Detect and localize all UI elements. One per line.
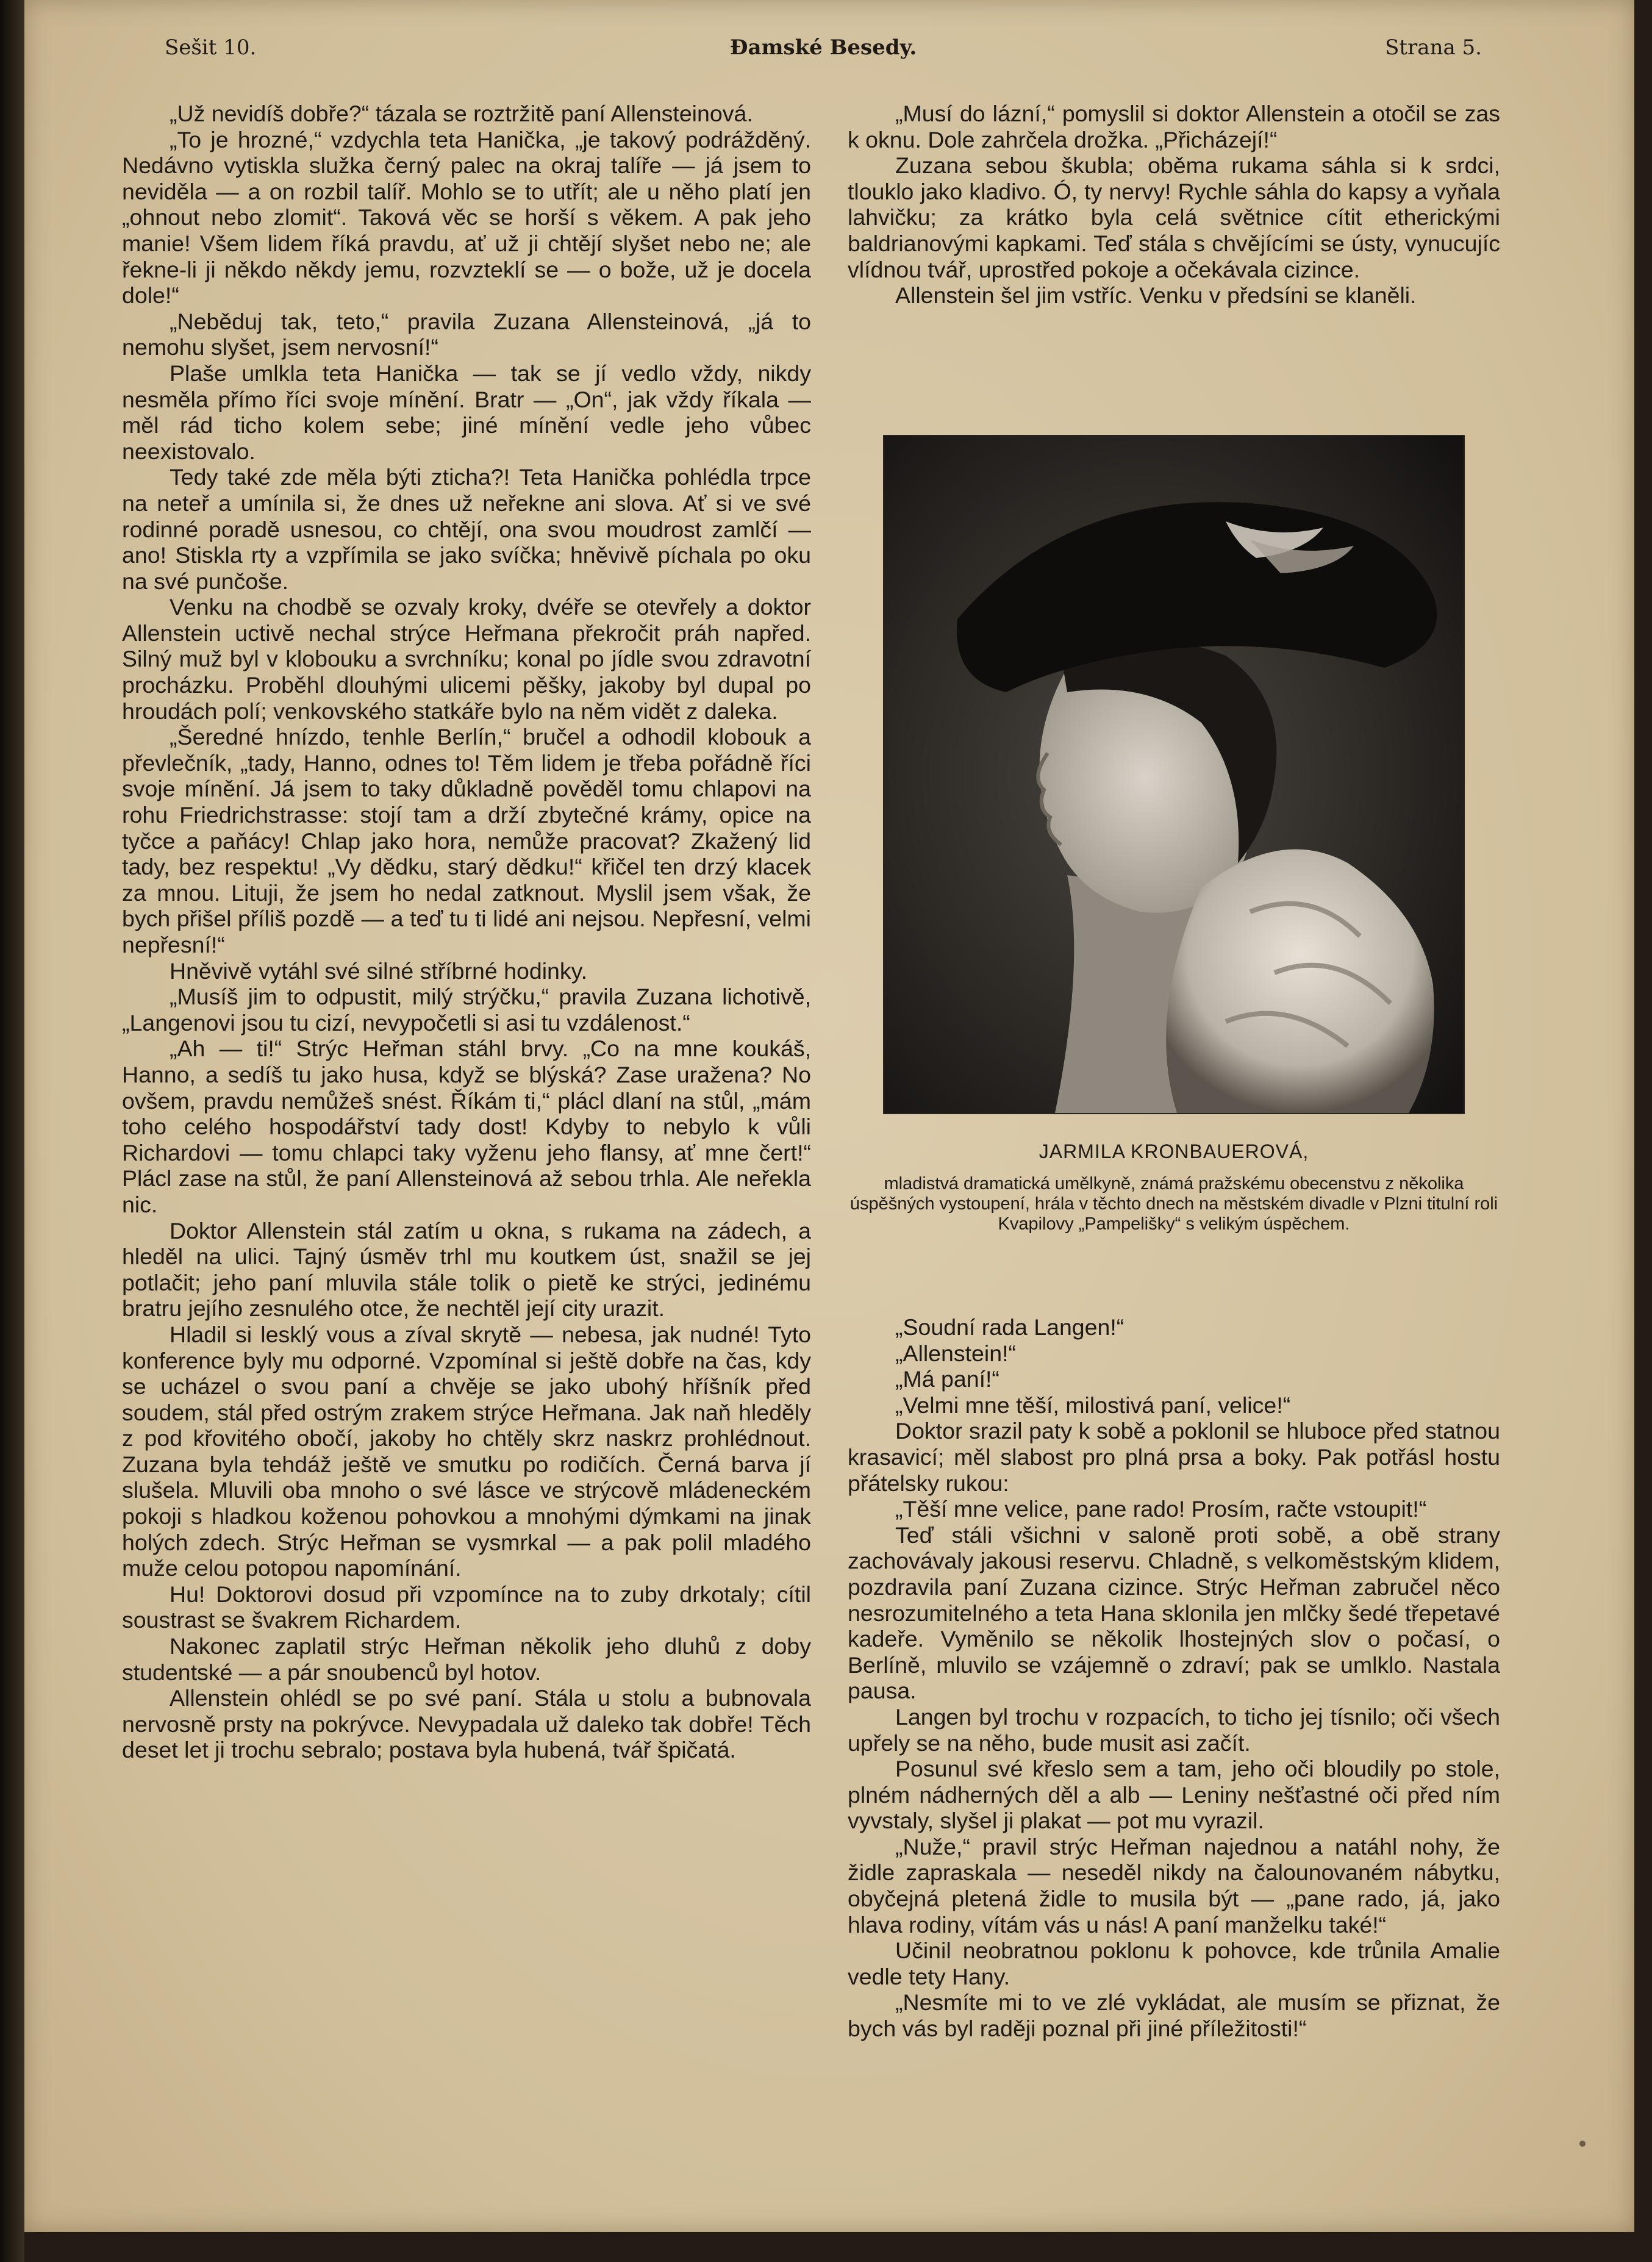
page-number: Strana 5. <box>1385 35 1482 60</box>
paragraph: Tedy také zde měla býti zticha?! Teta Hanička pohlédla trpce na neteř a umínila si, že dnes už neřekne ani slova. Ať si ve své rodinné poradě usnesou, co chtějí, ona svou moudrost zamlčí — ano! Stiskla rty a vzpřímila se jako svíčka; hněvivě píchala po oku na své punčoše. <box>122 464 811 594</box>
paragraph: „Ah — ti!“ Strýc Heřman stáhl brvy. „Co na mne koukáš, Hanno, a sedíš tu jako husa, když se blýská? Zase uražena? No ovšem, pravdu nemůžeš snést. Říkám ti,“ plácl dlaní na stůl, „mám toho celého hospodářství tady dost! Kdyby to nebylo k vůli Richardovi — tomu chlapci taky vyženu jeho flansy, ať mne čert!“ Plácl zase na stůl, že paní Allensteinová až sebou trhla. Ale neřekla nic. <box>122 1036 811 1217</box>
paragraph: Doktor srazil paty k sobě a poklonil se hluboce před statnou krasavicí; měl slabost pro plná prsa a boky. Pak potřásl hostu přátelsky rukou: <box>848 1418 1500 1496</box>
paragraph: „Velmi mne těší, milostivá paní, velice!“ <box>895 1392 1291 1418</box>
paragraph: „Má paní!“ <box>895 1366 999 1392</box>
paragraph: „Allenstein!“ <box>895 1340 1016 1366</box>
paragraph: Plaše umlkla teta Hanička — tak se jí vedlo vždy, nikdy nesměla přímo říci svoje mínění. Bratr — „On“, jak vždy říkala — měl rád ticho kolem sebe; jiné mínění vedle jeho vůbec neexistovalo. <box>122 360 811 464</box>
left-column <box>122 101 811 1763</box>
paragraph: Hladil si lesklý vous a zíval skrytě — nebesa, jak nudné! Tyto konference byly mu odporné. Vzpomínal si ještě dobře na čas, kdy se ucházel o svou paní a chvěje se jako ubohý hříšník před soudem, stál před ostrým zrakem strýce Heřmana. Jak naň hleděly z pod křovitého obočí, jakoby ho chtěly skrz naskrz prohlédnout. Zuzana byla tehdáž ještě ve smutku po rodičích. Černá barva jí slušela. Mluvili oba mnoho o své lásce ve strýcově mládeneckém pokoji s hladkou koženou pohovkou a mnohými dýmkami na jinak holých zdech. Strýc Heřman se vysmrkal — a pak polil mladého muže celou potopou napomínání. <box>122 1321 811 1581</box>
paragraph: „Musíš jim to odpustit, milý strýčku,“ pravila Zuzana lichotivě, „Langenovi jsou tu cizí, nevypočetli si asi tu vzdálenost.“ <box>122 984 811 1036</box>
paragraph: „Šeredné hnízdo, tenhle Berlín,“ bručel a odhodil klobouk a převlečník, „tady, Hanno, odnes to! Těm lidem je třeba pořádně říci svoje mínění. Já jsem to taky důkladně pověděl tomu chlapovi na rohu Friedrichstrasse: stojí tam a drží zbytečné krámy, opice na tyčce a paňácy! Chlap jako hora, nemůže pracovat? Zkažený lid tady, bez respektu! „Vy dědku, starý dědku!“ křičel ten drzý klacek za mnou. Lituji, že jsem ho nedal zatknout. Myslil jsem však, že bych přišel příliš pozdě — a teď tu ti lidé ani nejsou. Nepřesní, velmi nepřesní!“ <box>122 724 811 957</box>
right-column-top <box>848 101 1500 309</box>
paragraph: „Už nevidíš dobře?“ tázala se roztržitě paní Allensteinová. <box>170 101 753 126</box>
paragraph: „Nesmíte mi to ve zlé vykládat, ale musím se přiznat, že bych vás byl raději poznal při jiné příležitosti!“ <box>848 1989 1500 2042</box>
ink-speck <box>1579 2141 1586 2147</box>
magazine-title: Ðamské Besedy. <box>729 35 917 60</box>
paragraph: Allenstein ohlédl se po své paní. Stála u stolu a bubnovala nervosně prsty na pokrývce. Nevypadala už daleko tak dobře! Těch deset let ji trochu sebralo; postava byla hubená, tvář špičatá. <box>122 1685 811 1763</box>
paragraph: Hněvivě vytáhl své silné stříbrné hodinky. <box>170 957 588 984</box>
right-column-bottom <box>848 1314 1500 2042</box>
caption-description: mladistvá dramatická umělkyně, známá pražskému obecenstvu z několika úspěšných vystoupení, hrála v těchto dnech na městském divadle v Plzni titulní roli Kvapilovy „Pampelišky“ s velikým úspěchem. <box>849 1174 1498 1234</box>
paragraph: Langen byl trochu v rozpacích, to ticho jej tísnilo; oči všech upřely se na něho, bude musit asi začít. <box>848 1703 1500 1756</box>
photo-caption <box>842 1140 1506 1234</box>
paragraph: Hu! Doktorovi dosud při vzpomínce na to zuby drkotaly; cítil soustrast se švakrem Richardem. <box>122 1581 811 1633</box>
paragraph: Učinil neobratnou poklonu k pohovce, kde trůnila Amalie vedle tety Hany. <box>848 1938 1500 1989</box>
paragraph: Nakonec zaplatil strýc Heřman několik jeho dluhů z doby studentské — a pár snoubenců byl hotov. <box>122 1633 811 1685</box>
running-header <box>165 35 1482 66</box>
paragraph: Allenstein šel jim vstříc. Venku v předsíni se klaněli. <box>895 282 1417 309</box>
paragraph: „Nuže,“ pravil strýc Heřman najednou a natáhl nohy, že židle zapraskala — neseděl nikdy na čalounovaném nábytku, obyčejná pletená židle to musila být — „pane rado, já, jako hlava rodiny, vítám vás u nás! A paní manželku také!“ <box>848 1833 1500 1938</box>
paragraph: „Neběduj tak, teto,“ pravila Zuzana Allensteinová, „já to nemohu slyšet, jsem nervosní!“ <box>122 308 811 360</box>
portrait-photo <box>884 436 1464 1113</box>
caption-name: JARMILA KRONBAUEROVÁ, <box>1039 1140 1309 1162</box>
magazine-page <box>24 0 1634 2232</box>
paragraph: „Musí do lázní,“ pomyslil si doktor Allenstein a otočil se zas k oknu. Dole zahrčela drožka. „Přicházejí!“ <box>848 101 1500 152</box>
paragraph: Posunul své křeslo sem a tam, jeho oči bloudily po stole, plném nádherných děl a alb — Leniny nešťastné oči před ním vyvstaly, slyšel ji plakat — pot mu vyrazil. <box>848 1756 1500 1834</box>
paragraph: „Těší mne velice, pane rado! Prosím, račte vstoupit!“ <box>895 1496 1427 1522</box>
paragraph: Doktor Allenstein stál zatím u okna, s rukama na zádech, a hleděl na ulici. Tajný úsměv trhl mu koutkem úst, snažil se jej potlačit; jeho paní mluvila stále tolik o pietě ke strýci, jedinému bratru jejího zesnulého otce, že nechtěl její city urazit. <box>122 1217 811 1322</box>
paragraph: „Soudní rada Langen!“ <box>895 1314 1125 1340</box>
paragraph: Teď stáli všichni v saloně proti sobě, a obě strany zachovávaly jakousi reservu. Chladně, s velkoměstským klidem, pozdravila paní Zuzana cizince. Strýc Heřman zabručel něco nesrozumitelného a teta Hana sklonila jen mlčky šedé třepetavé kadeře. Vyměnilo se několik lhostejných slov o počasí, o Berlíně, mluvilo se vzájemně o zdraví; pak se umlklo. Nastala pausa. <box>848 1522 1500 1704</box>
paragraph: „To je hrozné,“ vzdychla teta Hanička, „je takový podrážděný. Nedávno vytiskla služka černý palec na okraj talíře — já jsem to neviděla — a on rozbil talíř. Mohlo se to utřít; ale u něho platí jen „ohnout nebo zlomit“. Taková věc se horší s věkem. A pak jeho manie! Všem lidem říká pravdu, ať už ji chtějí slyšet nebo ne; ale řekne-li ji někdo někdy jemu, rozvzteklí se — o bože, už je docela dole!“ <box>122 126 811 309</box>
portrait-illustration <box>884 436 1464 1113</box>
paragraph: Zuzana sebou škubla; oběma rukama sáhla si k srdci, tlouklo jako kladivo. Ó, ty nervy! Rychle sáhla do kapsy a vyňala lahvičku; za krátko byla celá světnice cítit etherickými baldrianovými kapkami. Teď stála s chvějícími se ústy, vynucujíc vlídnou tvář, uprostřed pokoje a očekávala cizince. <box>848 152 1500 282</box>
issue-number: Sešit 10. <box>165 35 257 60</box>
book-gutter <box>0 0 24 2262</box>
paragraph: Venku na chodbě se ozvaly kroky, dvéře se otevřely a doktor Allenstein uctivě nechal strýce Heřmana překročit práh napřed. Silný muž byl v klobouku a svrchníku; konal po jídle svou zdravotní procházku. Proběhl dlouhými ulicemi pěšky, jakoby byl dupal po hroudách polí; venkovského statkáře bylo na něm vidět z daleka. <box>122 594 811 724</box>
